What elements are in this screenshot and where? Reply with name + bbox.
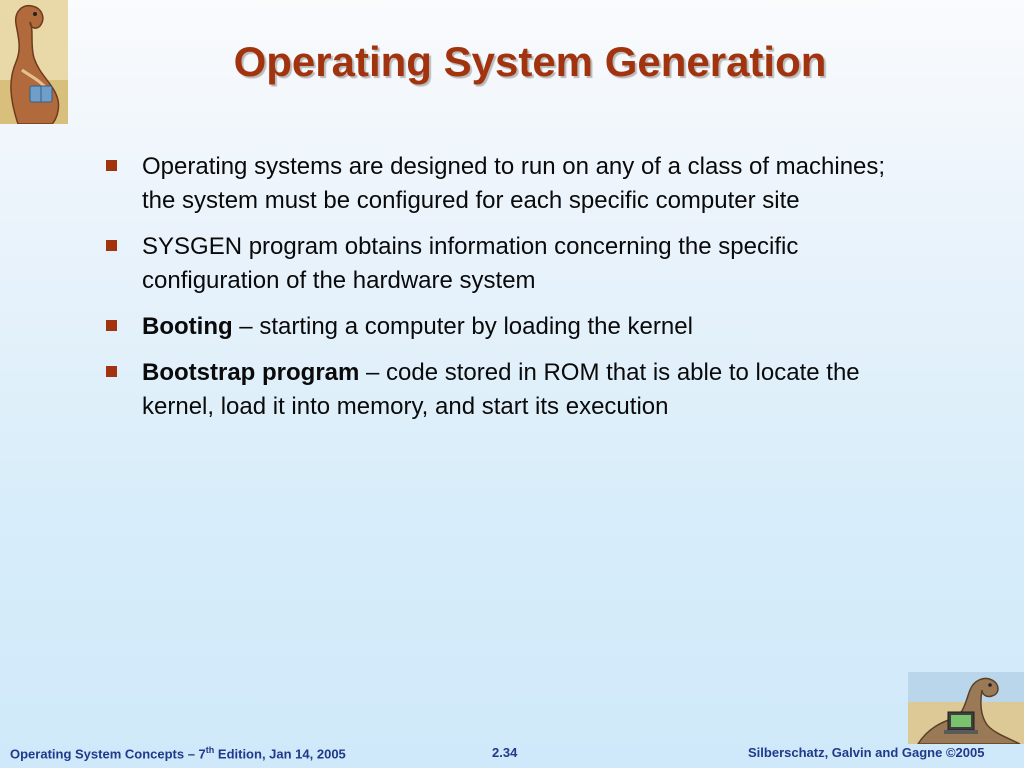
square-bullet-icon	[106, 160, 117, 171]
bullet-text	[142, 359, 860, 420]
dinosaur-reading-icon	[0, 0, 68, 124]
page-number: 2.34	[492, 745, 518, 760]
bullet-term: Bootstrap program	[142, 359, 360, 386]
bullet-body: SYSGEN program obtains information concerning the specific configuration of the hardware system	[142, 233, 799, 294]
square-bullet-icon	[106, 366, 117, 377]
page-title: Operating System Generation	[233, 38, 827, 85]
list-item	[104, 356, 904, 424]
bullet-body: Operating systems are designed to run on any of a class of machines; the system must be configured for each specific computer site	[142, 153, 886, 214]
list-item	[104, 310, 904, 344]
bullet-list	[104, 150, 904, 436]
bullet-body: – code stored in ROM that is able to locate the kernel, load it into memory, and start its execution	[142, 359, 860, 420]
footer-course-info	[10, 745, 346, 761]
footer-copyright: Silberschatz, Galvin and Gagne ©2005	[748, 745, 985, 760]
bullet-term: Booting	[142, 313, 233, 340]
dinosaur-laptop-icon	[908, 672, 1024, 744]
footer-course-sup: th	[205, 745, 215, 755]
bullet-text	[142, 153, 885, 214]
footer-course-suffix: Edition, Jan 14, 2005	[214, 746, 346, 762]
square-bullet-icon	[106, 320, 117, 331]
square-bullet-icon	[106, 240, 117, 251]
footer-course-prefix: Operating System Concepts – 7	[10, 746, 206, 762]
list-item	[104, 150, 904, 218]
bullet-body: – starting a computer by loading the kernel	[232, 313, 693, 340]
bullet-text	[142, 313, 693, 340]
list-item	[104, 230, 904, 298]
bullet-text	[142, 233, 798, 294]
